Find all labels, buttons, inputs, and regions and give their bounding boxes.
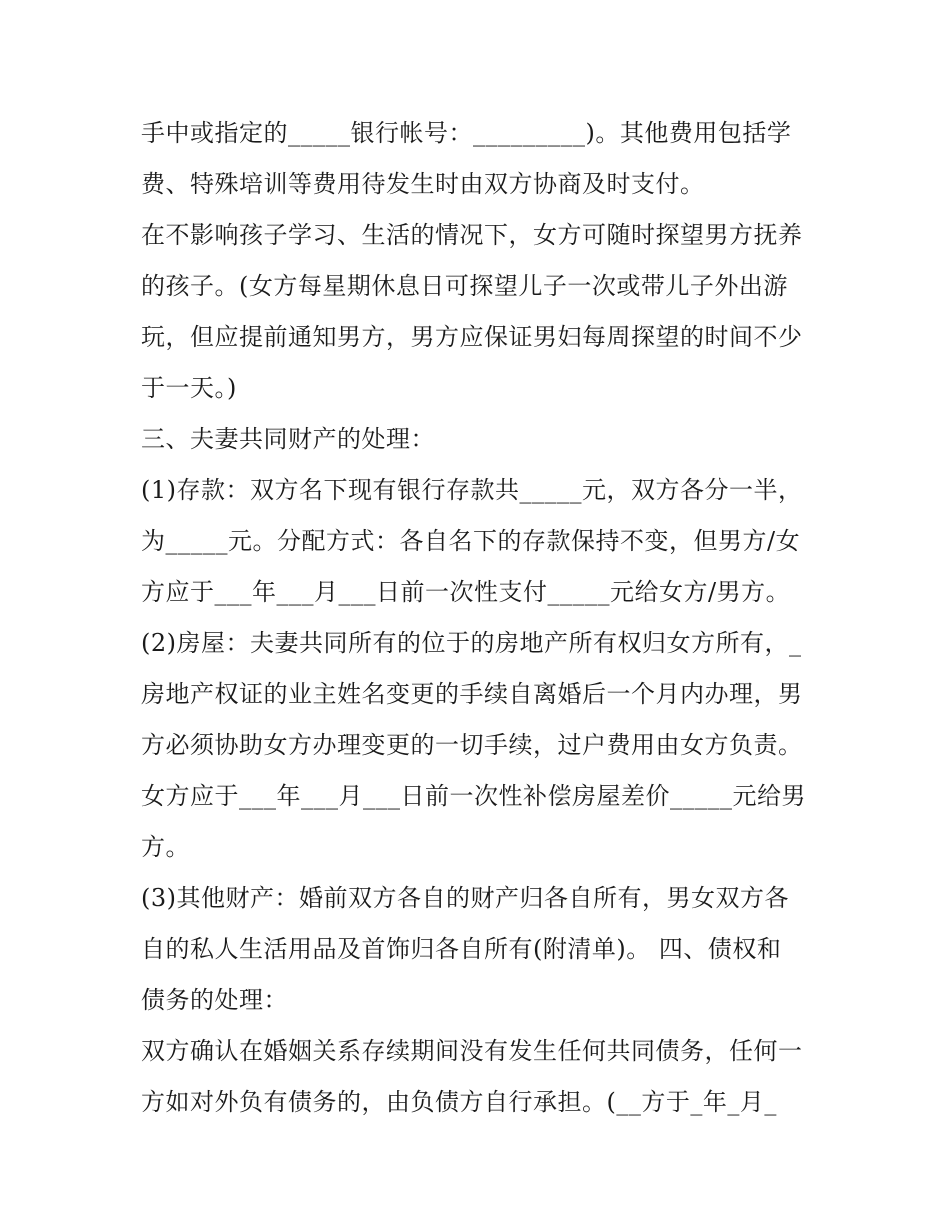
document-body bbox=[141, 108, 821, 1128]
text-line: 双方确认在婚姻关系存续期间没有发生任何共同债务，任何一 bbox=[141, 1037, 803, 1065]
text-line: 玩，但应提前通知男方，男方应保证男妇每周探望的时间不少 bbox=[141, 323, 803, 351]
text-line: 女方应于___年___月___日前一次性补偿房屋差价_____元给男 bbox=[141, 782, 806, 810]
text-line: 自的私人生活用品及首饰归各自所有(附清单)。 四、债权和 bbox=[141, 935, 782, 963]
text-line: 的孩子。(女方每星期休息日可探望儿子一次或带儿子外出游 bbox=[141, 272, 788, 300]
text-line: 在不影响孩子学习、生活的情况下，女方可随时探望男方抚养 bbox=[141, 221, 803, 249]
text-line: 方应于___年___月___日前一次性支付_____元给女方/男方。 bbox=[141, 578, 791, 606]
text-line: (1)存款：双方名下现有银行存款共_____元，双方各分一半， bbox=[141, 476, 803, 504]
text-line: 于一天。) bbox=[141, 374, 237, 402]
text-line: 房地产权证的业主姓名变更的手续自离婚后一个月内办理，男 bbox=[141, 680, 803, 708]
text-line: 方必须协助女方办理变更的一切手续，过户费用由女方负责。 bbox=[141, 731, 803, 759]
text-line: 费、特殊培训等费用待发生时由双方协商及时支付。 bbox=[141, 170, 705, 198]
text-line: (3)其他财产：婚前双方各自的财产归各自所有，男女双方各 bbox=[141, 884, 789, 912]
text-line: 债务的处理： bbox=[141, 986, 288, 1014]
text-line: 方如对外负有债务的，由负债方自行承担。(__方于_年_月_ bbox=[141, 1088, 777, 1116]
text-line: 为_____元。分配方式：各自名下的存款保持不变，但男方/女 bbox=[141, 527, 801, 555]
section-heading: 三、夫妻共同财产的处理： bbox=[141, 425, 435, 453]
text-line: 手中或指定的_____银行帐号：_________)。其他费用包括学 bbox=[141, 119, 792, 147]
text-line: 方。 bbox=[141, 833, 190, 861]
text-line: (2)房屋：夫妻共同所有的位于的房地产所有权归女方所有，_ bbox=[141, 629, 802, 657]
